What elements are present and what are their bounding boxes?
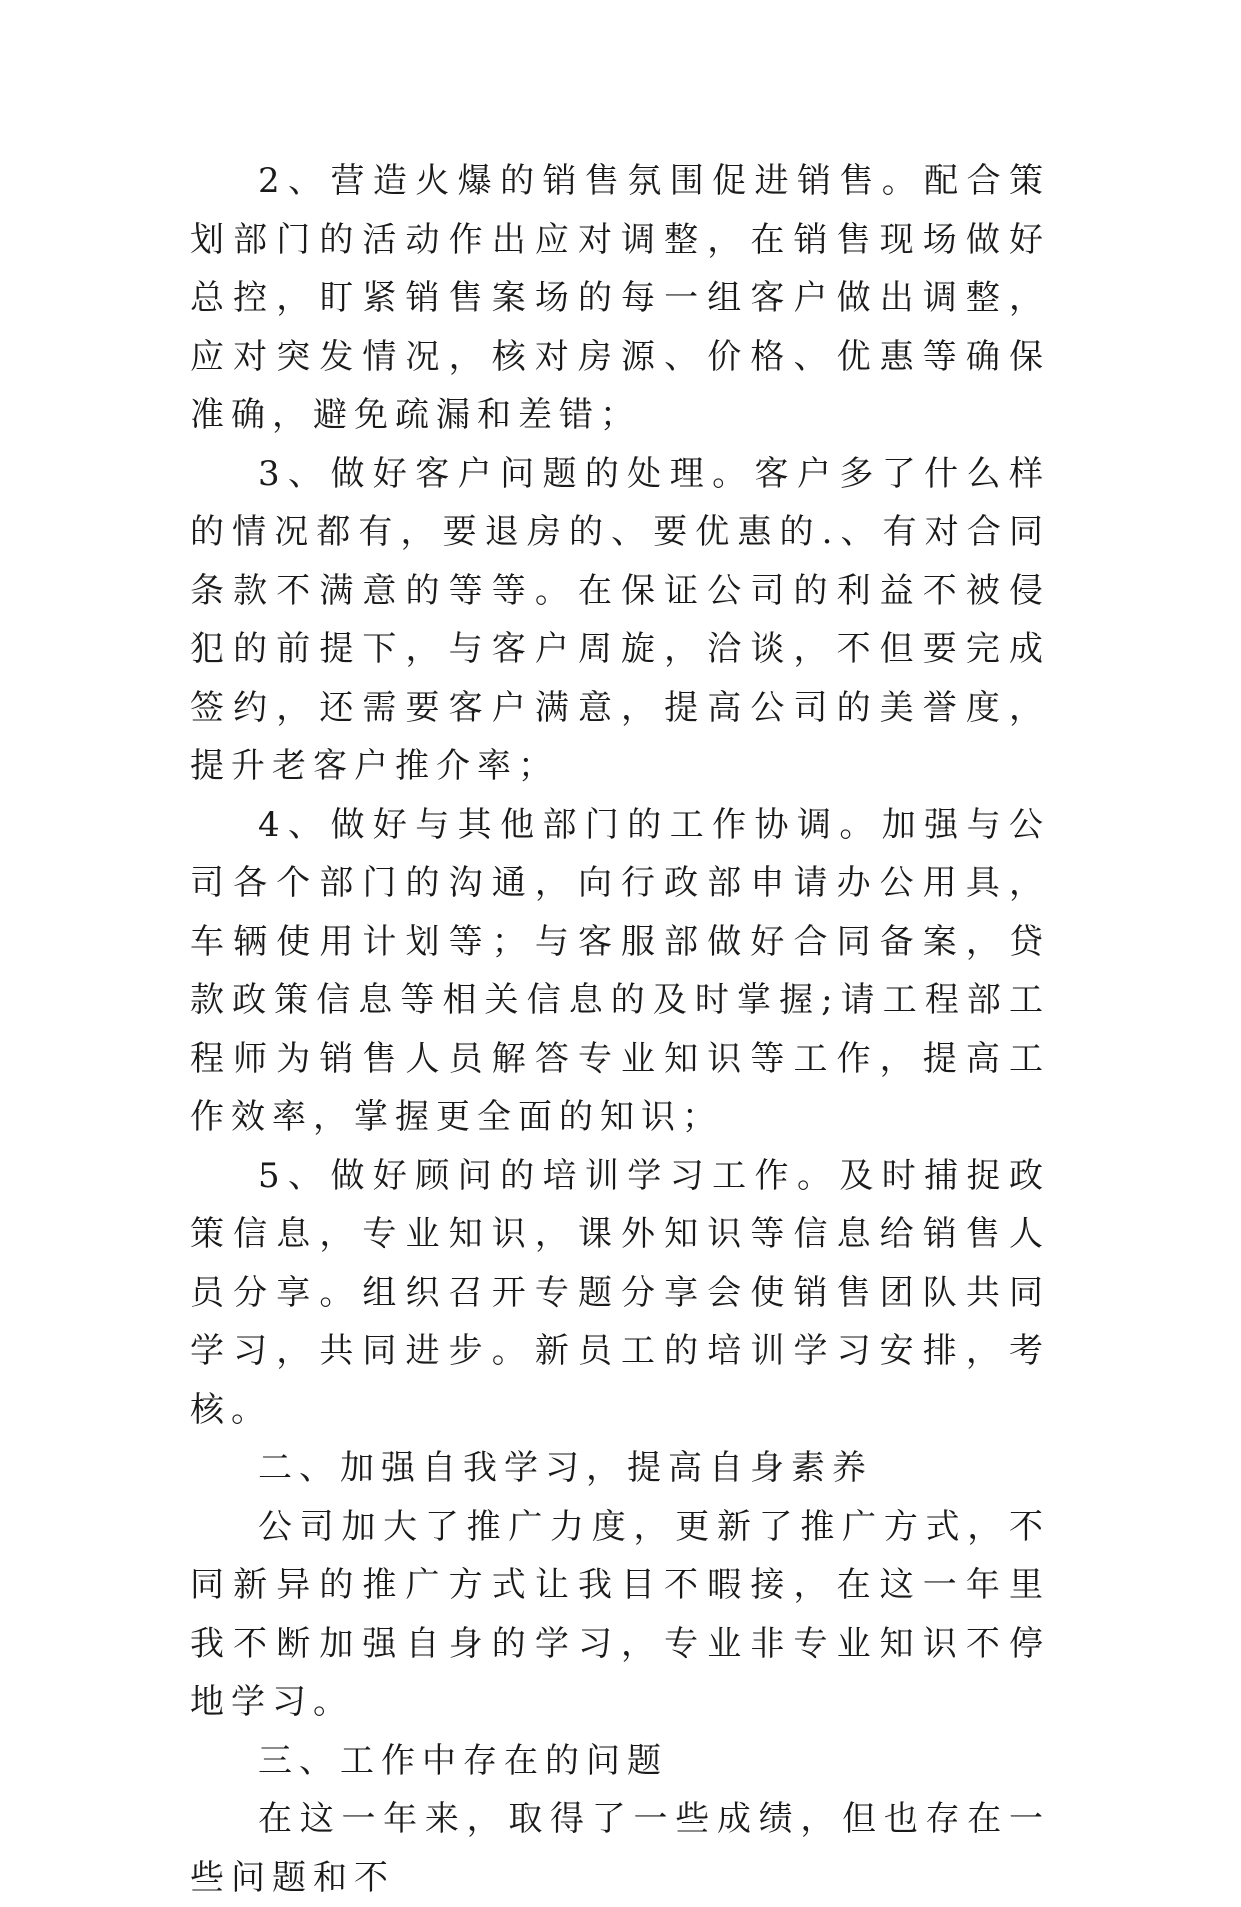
section-heading-self-study: 二、加强自我学习，提高自身素养: [258, 1448, 873, 1488]
paragraph-department-coordination: 4、做好与其他部门的工作协调。加强与公司各个部门的沟通，向行政部申请办公用具，车辆使用计划等；与客服部做好合同备案，贷款政策信息等相关信息的及时掌握;请工程部工程师为销售人员解答专业知识等工作，提高工作效率，掌握更全面的知识；: [190, 804, 1050, 1137]
paragraph-consultant-training: 5、做好顾问的培训学习工作。及时捕捉政策信息，专业知识，课外知识等信息给销售人员分享。组织召开专题分享会使销售团队共同学习，共同进步。新员工的培训学习安排，考核。: [190, 1155, 1050, 1430]
paragraph-customer-issues: 3、做好客户问题的处理。客户多了什么样的情况都有，要退房的、要优惠的.、有对合同条款不满意的等等。在保证公司的利益不被侵犯的前提下，与客户周旋，洽谈，不但要完成签约，还需要客户满意，提高公司的美誉度，提升老客户推介率；: [190, 453, 1050, 786]
document-body: [190, 152, 1050, 1907]
paragraph-sales-atmosphere: 2、营造火爆的销售氛围促进销售。配合策划部门的活动作出应对调整，在销售现场做好总控，盯紧销售案场的每一组客户做出调整，应对突发情况，核对房源、价格、优惠等确保准确，避免疏漏和差错；: [190, 161, 1050, 435]
paragraph-self-study: 公司加大了推广力度，更新了推广方式，不同新异的推广方式让我目不暇接，在这一年里我不断加强自身的学习，专业非专业知识不停地学习。: [190, 1506, 1050, 1722]
section-heading-problems: 三、工作中存在的问题: [258, 1740, 668, 1781]
paragraph-problems: 在这一年来，取得了一些成绩，但也存在一些问题和不: [190, 1799, 1050, 1898]
